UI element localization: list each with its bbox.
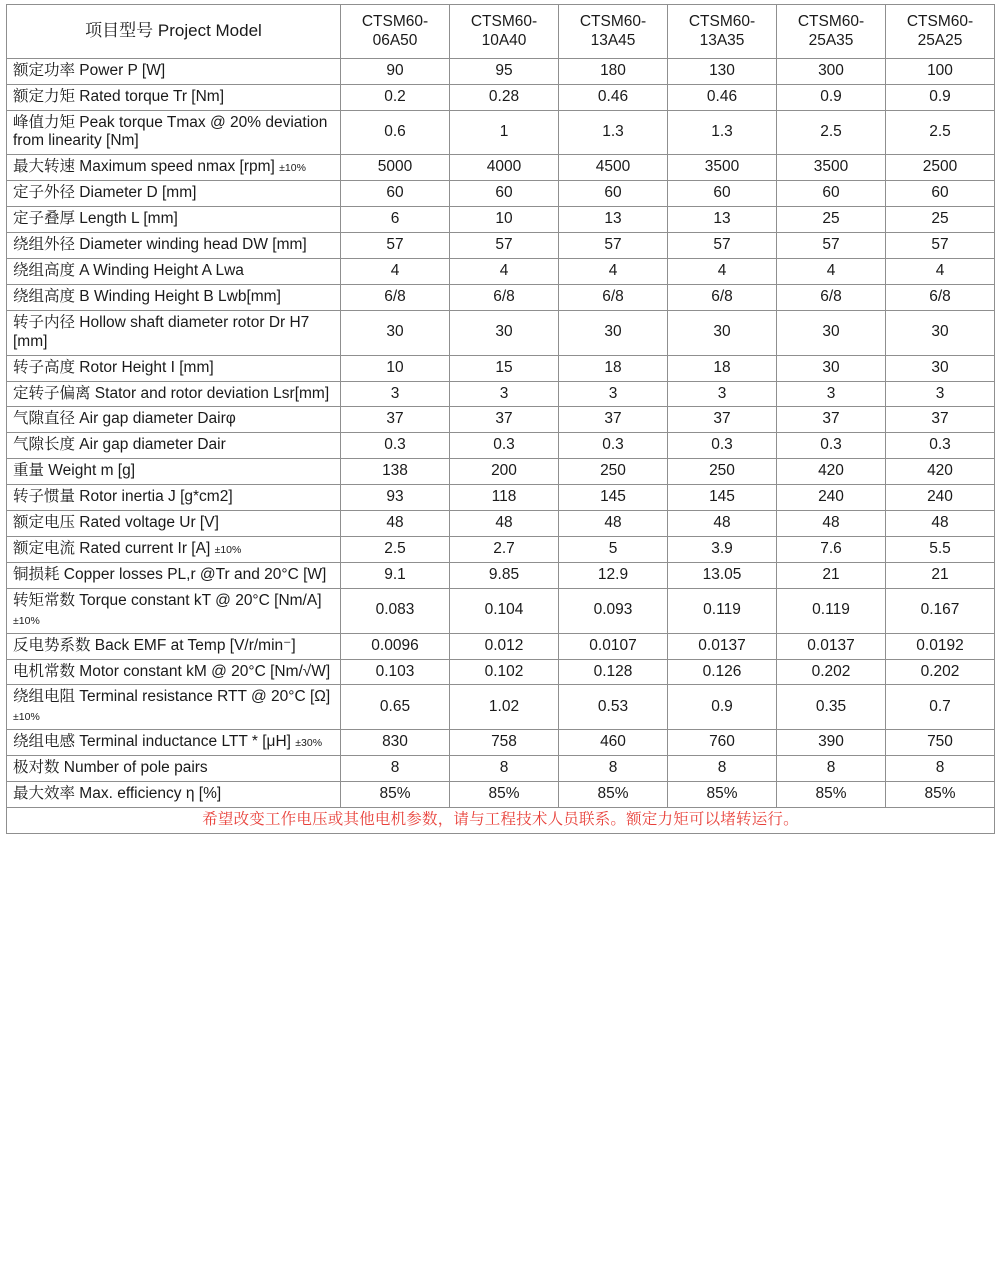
- row-label: 额定功率 Power P [W]: [7, 58, 341, 84]
- table-row: [7, 84, 995, 110]
- row-value: 30: [341, 310, 450, 355]
- row-value: 300: [777, 58, 886, 84]
- table-row: [7, 110, 995, 155]
- row-value: 0.2: [341, 84, 450, 110]
- row-value: 5: [559, 536, 668, 562]
- table-row: [7, 233, 995, 259]
- row-value: 3: [341, 381, 450, 407]
- row-value: 57: [341, 233, 450, 259]
- row-label-tolerance: ±10%: [13, 711, 40, 724]
- row-value: 0.0096: [341, 633, 450, 659]
- row-value: 0.012: [450, 633, 559, 659]
- row-value: 48: [450, 511, 559, 537]
- table-row: [7, 782, 995, 808]
- row-value: 30: [886, 310, 995, 355]
- row-value: 30: [777, 355, 886, 381]
- row-value: 48: [341, 511, 450, 537]
- row-value: 90: [341, 58, 450, 84]
- row-value: 4000: [450, 155, 559, 181]
- table-body: [7, 58, 995, 807]
- row-value: 30: [450, 310, 559, 355]
- table-row: [7, 562, 995, 588]
- row-value: 0.126: [668, 659, 777, 685]
- row-value: 130: [668, 58, 777, 84]
- row-value: 7.6: [777, 536, 886, 562]
- row-label-text: 转矩常数 Torque constant kT @ 20°C [Nm/A]: [13, 591, 322, 609]
- row-value: 0.119: [777, 588, 886, 633]
- row-value: 48: [777, 511, 886, 537]
- table-row: [7, 633, 995, 659]
- row-value: 9.85: [450, 562, 559, 588]
- header-model-1: CTSM60-06A50: [341, 5, 450, 59]
- row-label: [7, 730, 341, 756]
- row-value: 0.119: [668, 588, 777, 633]
- row-label: 定子叠厚 Length L [mm]: [7, 207, 341, 233]
- row-value: 0.0137: [777, 633, 886, 659]
- row-label: 反电势系数 Back EMF at Temp [V/r/min⁻]: [7, 633, 341, 659]
- row-label-tolerance: ±10%: [214, 543, 242, 556]
- row-value: 1: [450, 110, 559, 155]
- table-row: [7, 685, 995, 730]
- row-value: 37: [886, 407, 995, 433]
- footnote-text: 希望改变工作电压或其他电机参数，请与工程技术人员联系。额定力矩可以堵转运行。: [7, 807, 995, 833]
- row-value: 8: [559, 756, 668, 782]
- row-label: 绕组外径 Diameter winding head DW [mm]: [7, 233, 341, 259]
- row-value: 3500: [668, 155, 777, 181]
- table-row: [7, 207, 995, 233]
- row-value: 420: [777, 459, 886, 485]
- row-value: 85%: [886, 782, 995, 808]
- row-value: 0.3: [886, 433, 995, 459]
- row-value: 0.28: [450, 84, 559, 110]
- row-value: 6/8: [341, 284, 450, 310]
- row-value: 145: [668, 485, 777, 511]
- row-label-text: 额定电流 Rated current Ir [A]: [13, 539, 211, 557]
- row-value: 750: [886, 730, 995, 756]
- row-value: 0.202: [777, 659, 886, 685]
- row-value: 85%: [777, 782, 886, 808]
- table-row: [7, 355, 995, 381]
- row-label: 定转子偏离 Stator and rotor deviation Lsr[mm]: [7, 381, 341, 407]
- row-value: 30: [559, 310, 668, 355]
- row-value: 2500: [886, 155, 995, 181]
- row-value: 0.128: [559, 659, 668, 685]
- row-label: 最大效率 Max. efficiency η [%]: [7, 782, 341, 808]
- row-value: 0.35: [777, 685, 886, 730]
- row-value: 0.0192: [886, 633, 995, 659]
- row-label: [7, 588, 341, 633]
- row-value: 3: [559, 381, 668, 407]
- table-row: [7, 181, 995, 207]
- row-label: 气隙直径 Air gap diameter Dairφ: [7, 407, 341, 433]
- row-label: [7, 155, 341, 181]
- row-value: 460: [559, 730, 668, 756]
- row-label: 重量 Weight m [g]: [7, 459, 341, 485]
- row-value: 6/8: [668, 284, 777, 310]
- row-value: 830: [341, 730, 450, 756]
- row-value: 0.9: [777, 84, 886, 110]
- row-value: 48: [668, 511, 777, 537]
- row-label: 电机常数 Motor constant kM @ 20°C [Nm/√W]: [7, 659, 341, 685]
- row-value: 4: [886, 259, 995, 285]
- row-label-tolerance: ±10%: [279, 162, 306, 175]
- row-label-text: 最大转速 Maximum speed nmax [rpm]: [13, 158, 275, 176]
- row-value: 180: [559, 58, 668, 84]
- row-value: 145: [559, 485, 668, 511]
- row-value: 1.3: [668, 110, 777, 155]
- row-value: 8: [450, 756, 559, 782]
- table-row: [7, 259, 995, 285]
- row-value: 6/8: [886, 284, 995, 310]
- row-value: 4: [450, 259, 559, 285]
- row-label-tolerance: ±10%: [13, 614, 40, 627]
- row-value: 0.46: [559, 84, 668, 110]
- row-value: 60: [777, 181, 886, 207]
- row-value: 0.3: [341, 433, 450, 459]
- table-row: [7, 511, 995, 537]
- row-label: 峰值力矩 Peak torque Tmax @ 20% deviation from linearity [Nm]: [7, 110, 341, 155]
- row-value: 8: [341, 756, 450, 782]
- row-value: 0.104: [450, 588, 559, 633]
- header-project-model: 项目型号 Project Model: [7, 5, 341, 59]
- table-header: [7, 5, 995, 59]
- row-value: 37: [668, 407, 777, 433]
- row-label: 绕组高度 A Winding Height A Lwa: [7, 259, 341, 285]
- row-value: 0.9: [668, 685, 777, 730]
- row-value: 0.53: [559, 685, 668, 730]
- header-model-2: CTSM60-10A40: [450, 5, 559, 59]
- footnote-row: [7, 807, 995, 833]
- row-value: 2.5: [886, 110, 995, 155]
- row-value: 3: [668, 381, 777, 407]
- row-value: 6/8: [777, 284, 886, 310]
- row-value: 0.103: [341, 659, 450, 685]
- row-value: 4: [668, 259, 777, 285]
- row-value: 13.05: [668, 562, 777, 588]
- row-value: 760: [668, 730, 777, 756]
- row-value: 0.9: [886, 84, 995, 110]
- row-value: 240: [886, 485, 995, 511]
- row-value: 6/8: [450, 284, 559, 310]
- row-value: 250: [668, 459, 777, 485]
- row-value: 9.1: [341, 562, 450, 588]
- row-value: 57: [777, 233, 886, 259]
- row-value: 0.46: [668, 84, 777, 110]
- row-value: 2.5: [777, 110, 886, 155]
- row-value: 3: [777, 381, 886, 407]
- row-value: 0.167: [886, 588, 995, 633]
- row-value: 118: [450, 485, 559, 511]
- row-value: 60: [668, 181, 777, 207]
- row-value: 0.6: [341, 110, 450, 155]
- table-row: [7, 485, 995, 511]
- row-value: 3500: [777, 155, 886, 181]
- row-value: 0.083: [341, 588, 450, 633]
- row-value: 57: [668, 233, 777, 259]
- row-value: 8: [777, 756, 886, 782]
- row-value: 0.65: [341, 685, 450, 730]
- row-label-tolerance: ±30%: [295, 737, 323, 750]
- table-row: [7, 433, 995, 459]
- row-value: 3: [886, 381, 995, 407]
- row-value: 25: [777, 207, 886, 233]
- row-value: 240: [777, 485, 886, 511]
- row-value: 37: [559, 407, 668, 433]
- row-value: 93: [341, 485, 450, 511]
- row-value: 30: [886, 355, 995, 381]
- table-row: [7, 58, 995, 84]
- row-value: 0.093: [559, 588, 668, 633]
- row-value: 5.5: [886, 536, 995, 562]
- row-value: 2.7: [450, 536, 559, 562]
- row-value: 60: [886, 181, 995, 207]
- row-value: 0.0137: [668, 633, 777, 659]
- row-value: 4: [341, 259, 450, 285]
- row-value: 250: [559, 459, 668, 485]
- row-label-text: 绕组电感 Terminal inductance LTT * [μH]: [13, 733, 291, 751]
- row-value: 85%: [668, 782, 777, 808]
- row-label: [7, 685, 341, 730]
- row-value: 95: [450, 58, 559, 84]
- row-value: 8: [886, 756, 995, 782]
- table-row: [7, 756, 995, 782]
- row-value: 12.9: [559, 562, 668, 588]
- row-label: 额定力矩 Rated torque Tr [Nm]: [7, 84, 341, 110]
- row-label: 气隙长度 Air gap diameter Dair: [7, 433, 341, 459]
- table-row: [7, 284, 995, 310]
- row-value: 390: [777, 730, 886, 756]
- row-value: 1.3: [559, 110, 668, 155]
- row-value: 57: [886, 233, 995, 259]
- row-value: 85%: [341, 782, 450, 808]
- row-value: 4: [777, 259, 886, 285]
- row-label: 定子外径 Diameter D [mm]: [7, 181, 341, 207]
- row-value: 37: [777, 407, 886, 433]
- row-value: 138: [341, 459, 450, 485]
- header-model-4: CTSM60-13A35: [668, 5, 777, 59]
- row-value: 200: [450, 459, 559, 485]
- row-value: 57: [559, 233, 668, 259]
- row-value: 85%: [559, 782, 668, 808]
- row-label: 极对数 Number of pole pairs: [7, 756, 341, 782]
- row-label: 额定电压 Rated voltage Ur [V]: [7, 511, 341, 537]
- row-value: 1.02: [450, 685, 559, 730]
- row-value: 30: [668, 310, 777, 355]
- table-row: [7, 536, 995, 562]
- row-label-text: 绕组电阻 Terminal resistance RTT @ 20°C [Ω]: [13, 688, 331, 706]
- row-value: 8: [668, 756, 777, 782]
- row-value: 18: [668, 355, 777, 381]
- row-value: 100: [886, 58, 995, 84]
- row-value: 10: [341, 355, 450, 381]
- row-value: 2.5: [341, 536, 450, 562]
- row-value: 5000: [341, 155, 450, 181]
- row-value: 420: [886, 459, 995, 485]
- row-value: 85%: [450, 782, 559, 808]
- row-value: 0.102: [450, 659, 559, 685]
- row-value: 48: [559, 511, 668, 537]
- row-value: 0.3: [777, 433, 886, 459]
- header-model-3: CTSM60-13A45: [559, 5, 668, 59]
- row-label: 转子惯量 Rotor inertia J [g*cm2]: [7, 485, 341, 511]
- table-row: [7, 407, 995, 433]
- row-value: 37: [450, 407, 559, 433]
- table-row: [7, 659, 995, 685]
- row-value: 4500: [559, 155, 668, 181]
- row-label: 转子高度 Rotor Height I [mm]: [7, 355, 341, 381]
- row-value: 13: [668, 207, 777, 233]
- row-value: 3.9: [668, 536, 777, 562]
- row-value: 30: [777, 310, 886, 355]
- header-row: [7, 5, 995, 59]
- row-value: 60: [450, 181, 559, 207]
- table-row: [7, 588, 995, 633]
- row-value: 0.202: [886, 659, 995, 685]
- row-value: 37: [341, 407, 450, 433]
- row-value: 3: [450, 381, 559, 407]
- row-value: 13: [559, 207, 668, 233]
- table-row: [7, 730, 995, 756]
- row-value: 25: [886, 207, 995, 233]
- table-row: [7, 459, 995, 485]
- row-value: 0.7: [886, 685, 995, 730]
- row-value: 57: [450, 233, 559, 259]
- row-label: [7, 536, 341, 562]
- row-value: 6/8: [559, 284, 668, 310]
- table-row: [7, 381, 995, 407]
- row-value: 10: [450, 207, 559, 233]
- row-value: 6: [341, 207, 450, 233]
- row-value: 4: [559, 259, 668, 285]
- motor-spec-table: [6, 4, 995, 834]
- row-value: 18: [559, 355, 668, 381]
- table-footer: [7, 807, 995, 833]
- table-row: [7, 310, 995, 355]
- row-value: 0.3: [668, 433, 777, 459]
- table-row: [7, 155, 995, 181]
- row-value: 758: [450, 730, 559, 756]
- row-value: 0.0107: [559, 633, 668, 659]
- header-model-6: CTSM60-25A25: [886, 5, 995, 59]
- row-label: 绕组高度 B Winding Height B Lwb[mm]: [7, 284, 341, 310]
- row-value: 60: [341, 181, 450, 207]
- row-value: 21: [777, 562, 886, 588]
- row-value: 0.3: [450, 433, 559, 459]
- row-label: 转子内径 Hollow shaft diameter rotor Dr H7 [mm]: [7, 310, 341, 355]
- row-value: 48: [886, 511, 995, 537]
- row-value: 0.3: [559, 433, 668, 459]
- row-value: 60: [559, 181, 668, 207]
- row-value: 15: [450, 355, 559, 381]
- row-value: 21: [886, 562, 995, 588]
- row-label: 铜损耗 Copper losses PL,r @Tr and 20°C [W]: [7, 562, 341, 588]
- header-model-5: CTSM60-25A35: [777, 5, 886, 59]
